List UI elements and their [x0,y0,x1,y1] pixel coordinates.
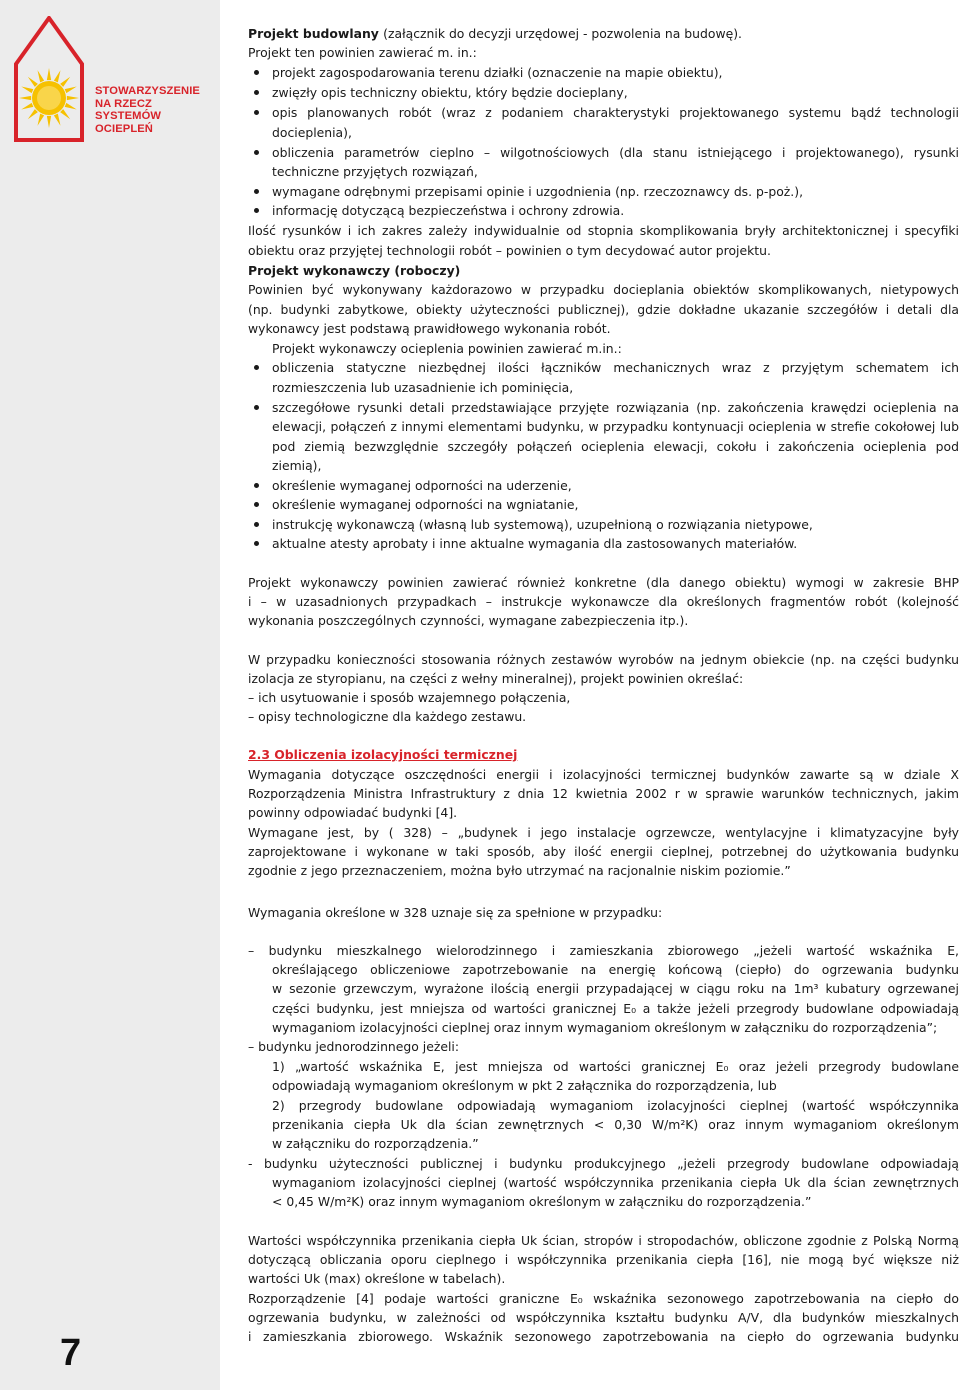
page-number: 7 [60,1332,82,1374]
line-text: powinny odpowiadać budynki [4]. [248,805,458,820]
text-line [248,1231,959,1251]
text-line [248,378,959,398]
line-text: i zamieszkania zbiorowego. Wskaźnik sezonowego zapotrzebowania na ciepło do ogrzewania budynku [248,1329,959,1344]
line-text: w załączniku do rozporządzenia.” [272,1136,479,1151]
line-text: dotyczącą obliczania oporu cieplnego i współczynnika przenikania ciepła [16], nie mogą być większe niż [248,1252,959,1267]
line-text: i – w uzasadnionych przypadkach – instrukcje wykonawcze dla określonych fragmentów robót (kolejność [248,594,959,609]
text-line [248,688,959,708]
text-line [248,1096,959,1116]
text-line [248,456,959,476]
bullet-item [248,143,959,163]
text-line [248,1308,959,1328]
text-line [248,1018,959,1038]
sun-ray [47,116,51,128]
text-line [248,1076,959,1096]
line-rest: (załącznik do decyzji urzędowej - pozwolenia na budowę). [383,26,742,41]
text-line [248,903,959,923]
line-text: elewacji, połączeń z innymi elementami budynku, w przypadku kontynuacji ocieplenia w strefie cokołowej lub [272,419,959,434]
line-text: szczegółowe rysunki detali przedstawiające przyjęte rozwiązania (np. zakończenia krawędzi ocieplenia na [272,400,959,415]
bullet-item [248,515,959,535]
text-line [248,437,959,457]
text-line [248,592,959,612]
line-text: opis planowanych robót (wraz z podaniem charakterystyki projektowanego systemu bądź technologii [272,105,959,120]
text-line [248,1154,959,1174]
bullet-item [248,476,959,496]
line-text: odpowiadają wymaganiom określonym w pkt 2 załącznika do rozporządzenia, lub [272,1078,777,1093]
sun-ray [21,87,33,94]
text-line [248,784,959,804]
line-text: docieplenia), [272,125,352,140]
line-text: – opisy technologiczne dla każdego zestawu. [248,709,527,724]
line-text: wymaganiom izolacyjności cieplnej (wartość współczynnika przenikania ciepła Uk dla ścian zewnętrznych [272,1175,959,1190]
sun-house-logo-icon [14,16,84,142]
text-line [248,1327,959,1347]
line-text: – ich usytuowanie i sposób wzajemnego połączenia, [248,690,571,705]
line-text: techniczne przyjętych rozwiązań, [272,164,478,179]
bullet-item [248,63,959,83]
line-text: izolacja ze styropianu, na części z wełny mineralnej), projekt powinien określać: [248,671,744,686]
line-text: wymaganiom izolacyjności cieplnej oraz innym wymaganiom określonym w załączniku do rozporządzenia”; [272,1020,938,1035]
org-name-line: STOWARZYSZENIE [95,85,200,97]
sun-ray [21,103,33,110]
bullet-item [248,495,959,515]
line-text: ziemią), [272,458,322,473]
text-line [248,1269,959,1289]
text-line [248,1115,959,1135]
sun-ray [54,70,61,82]
text-line [248,669,959,689]
sun-ray [47,68,51,80]
text-line [248,280,959,300]
line-text: < 0,45 W/m²K) oraz innym wymaganiom określonym w załączniku do rozporządzenia.” [272,1194,812,1209]
line-text: określającego obliczeniowe zapotrzebowanie na energię końcową (ciepło) do ogrzewania budynku [272,962,959,977]
line-text: projekt zagospodarowania terenu działki (oznaczenie na mapie obiektu), [272,65,723,80]
text-line [248,43,959,63]
text-line [248,1134,959,1154]
bullet-item [248,534,959,554]
text-line [248,823,959,843]
line-text: określenie wymaganej odporności na wgniatanie, [272,497,579,512]
line-text: Wymagane jest, by ( 328) – „budynek i jego instalacje ogrzewcze, wentylacyjne i klimatyzacyjne były [248,825,959,840]
text-line [248,611,959,631]
text-line [248,1173,959,1193]
sidebar [0,0,220,1390]
text-line [248,1250,959,1270]
text-line [248,417,959,437]
text-line [248,650,959,670]
text-line [248,1037,959,1057]
line-text: Projekt wykonawczy powinien zawierać również konkretne (dla danego obiektu) wymogi w zakresie BHP [248,575,959,590]
bullet-item [248,201,959,221]
bold-lead: Projekt budowlany [248,26,384,41]
section-heading [248,745,959,765]
text-line [248,300,959,320]
line-text: instrukcję wykonawczą (własną lub systemową), uzupełnioną o rozwiązania nietypowe, [272,517,813,532]
line-text: – budynku jednorodzinnego jeżeli: [248,1039,460,1054]
text-line [248,339,959,359]
line-text: – budynku mieszkalnego wielorodzinnego i zamieszkania zbiorowego „jeżeli wartość wskaźnika E, [248,943,959,958]
text-line [248,861,959,881]
line-text: 2) przegrody budowlane odpowiadają wymaganiom izolacyjności cieplnej (wartość współczynnika [272,1098,959,1113]
text-line [248,960,959,980]
line-text: obliczenia statyczne niezbędnej ilości łączników mechanicznych wraz z przyjętym schematem ich [272,360,959,375]
sun-ray [38,70,45,82]
line-text: 2.3 Obliczenia izolacyjności termicznej [248,747,518,762]
text-line [248,162,959,182]
bullet-item [248,358,959,378]
line-text [248,26,742,41]
text-line [248,979,959,999]
text-line [248,765,959,785]
line-text: - budynku użyteczności publicznej i budynku produkcyjnego „jeżeli przegrody budowlane odpowiadają [248,1156,959,1171]
line-text: aktualne atesty aprobaty i inne aktualne wymagania dla zastosowanych materiałów. [272,536,798,551]
text-line [248,573,959,593]
sun-ray [65,103,77,110]
line-text: wykonania poszczególnych czynności, wymagane zabezpieczenia itp.). [248,613,689,628]
line-text: Wymagania określone w 328 uznaje się za spełnione w przypadku: [248,905,663,920]
line-text: Powinien być wykonywany każdorazowo w przypadku docieplania obiektów skomplikowanych, nietypowych [248,282,959,297]
line-text: Ilość rysunków i ich zakres zależy indywidualnie od stopnia skomplikowania bryły architektonicznej i specyfiki [248,223,959,238]
line-text: Wartości współczynnika przenikania ciepła Uk ścian, stropów i stropodachów, obliczone zgodnie z Polską Normą [248,1233,959,1248]
sun-ray [60,109,70,119]
line-text: Rozporządzenia Ministra Infrastruktury z dnia 12 kwietnia 2002 r w sprawie warunków technicznych, jakim [248,786,959,801]
org-name-line: SYSTEMÓW OCIEPLEŃ [95,110,162,135]
sun-ray [28,77,38,87]
line-text: zaprojektowane i wykonane w taki sposób, aby ilość energii cieplnej, potrzebnej do użytkowania budynku [248,844,959,859]
text-line [248,803,959,823]
line-text: Rozporządzenie [4] podaje wartości graniczne E₀ wskaźnika sezonowego zapotrzebowania na ciepło do [248,1291,959,1306]
line-text: wymagane odrębnymi przepisami opinie i uzgodnienia (np. rzeczoznawcy ds. p-poż.), [272,184,804,199]
line-text: W przypadku konieczności stosowania różnych zestawów wyrobów na jednym obiekcie (np. na części budynku [248,652,959,667]
text-line [248,842,959,862]
text-line [248,221,959,241]
line-text: zgodnie z jego przeznaczeniem, można było utrzymać na racjonalnie niskim poziomie.” [248,863,791,878]
sun-ray [28,109,38,119]
text-line [248,1289,959,1309]
sun-ray [67,96,79,100]
line-text: części budynku, jest mniejsza od wartości granicznej E₀ a także jeżeli przegrody budowlane odpowiadają [272,1001,959,1016]
line-text: informację dotyczącą bezpieczeństwa i ochrony zdrowia. [272,203,625,218]
line-text: zwięzły opis techniczny obiektu, który będzie docieplany, [272,85,628,100]
bullet-item [248,103,959,123]
text-line [248,123,959,143]
bullet-item [248,83,959,103]
sun-ray [19,96,31,100]
line-text: wykonawcy jest podstawą prawidłowego wykonania robót. [248,321,611,336]
line-text: Projekt wykonawczy (roboczy) [248,263,461,278]
section-heading [248,261,959,281]
bullet-item [248,182,959,202]
line-text: przenikania ciepła Uk dla ścian zewnętrznych < 0,30 W/m²K) oraz innym wymaganiom określonym [272,1117,959,1132]
text-line [248,24,959,44]
line-text: ogrzewania budynku, w zależności od współczynnika kształtu budynku A/V, dla budynków mieszkalnych [248,1310,959,1325]
line-text: (np. budynki zabytkowe, obiekty użyteczności publicznej), gdzie dokładne ukazanie szczegółów i detali dla [248,302,959,317]
line-text: Projekt ten powinien zawierać m. in.: [248,45,477,60]
sun-ray [54,114,61,126]
line-text: określenie wymaganej odporności na uderzenie, [272,478,572,493]
line-text: pod ziemią bezwzględnie szczegóły połączeń ocieplenia elewacji, cokołu i zakończenia ocieplenia pod [272,439,959,454]
line-text: wartości Uk (max) określone w tabelach). [248,1271,506,1286]
text-line [248,1057,959,1077]
sun-ray [38,114,45,126]
line-text: w sezonie grzewczym, wyrażone ilością energii przypadającej w ciągu roku na 1m³ kubatury ogrzewanej [272,981,959,996]
text-line [248,999,959,1019]
line-text: obiektu oraz przyjętej technologii robót – powinien o tym decydować autor projektu. [248,243,771,258]
org-name-line: NA RZECZ [95,97,152,110]
org-name [95,85,220,135]
text-line [248,1192,959,1212]
text-line [248,941,959,961]
line-text: Projekt wykonawczy ocieplenia powinien zawierać m.in.: [272,341,622,356]
sun-ray [65,87,77,94]
line-text: Wymagania dotyczące oszczędności energii i izolacyjności termicznej budynków zawarte są w dziale X [248,767,959,782]
bullet-item [248,398,959,418]
sun-ray [60,77,70,87]
line-text: obliczenia parametrów cieplno – wilgotnościowych (dla stanu istniejącego i projektowanego), rysunki [272,145,959,160]
line-text: 1) „wartość wskaźnika E, jest mniejsza od wartości granicznej E₀ oraz jeżeli przegrody budowlane [272,1059,959,1074]
line-text: rozmieszczenia lub uzasadnienie ich pominięcia, [272,380,574,395]
text-line [248,241,959,261]
text-line [248,707,959,727]
text-line [248,319,959,339]
